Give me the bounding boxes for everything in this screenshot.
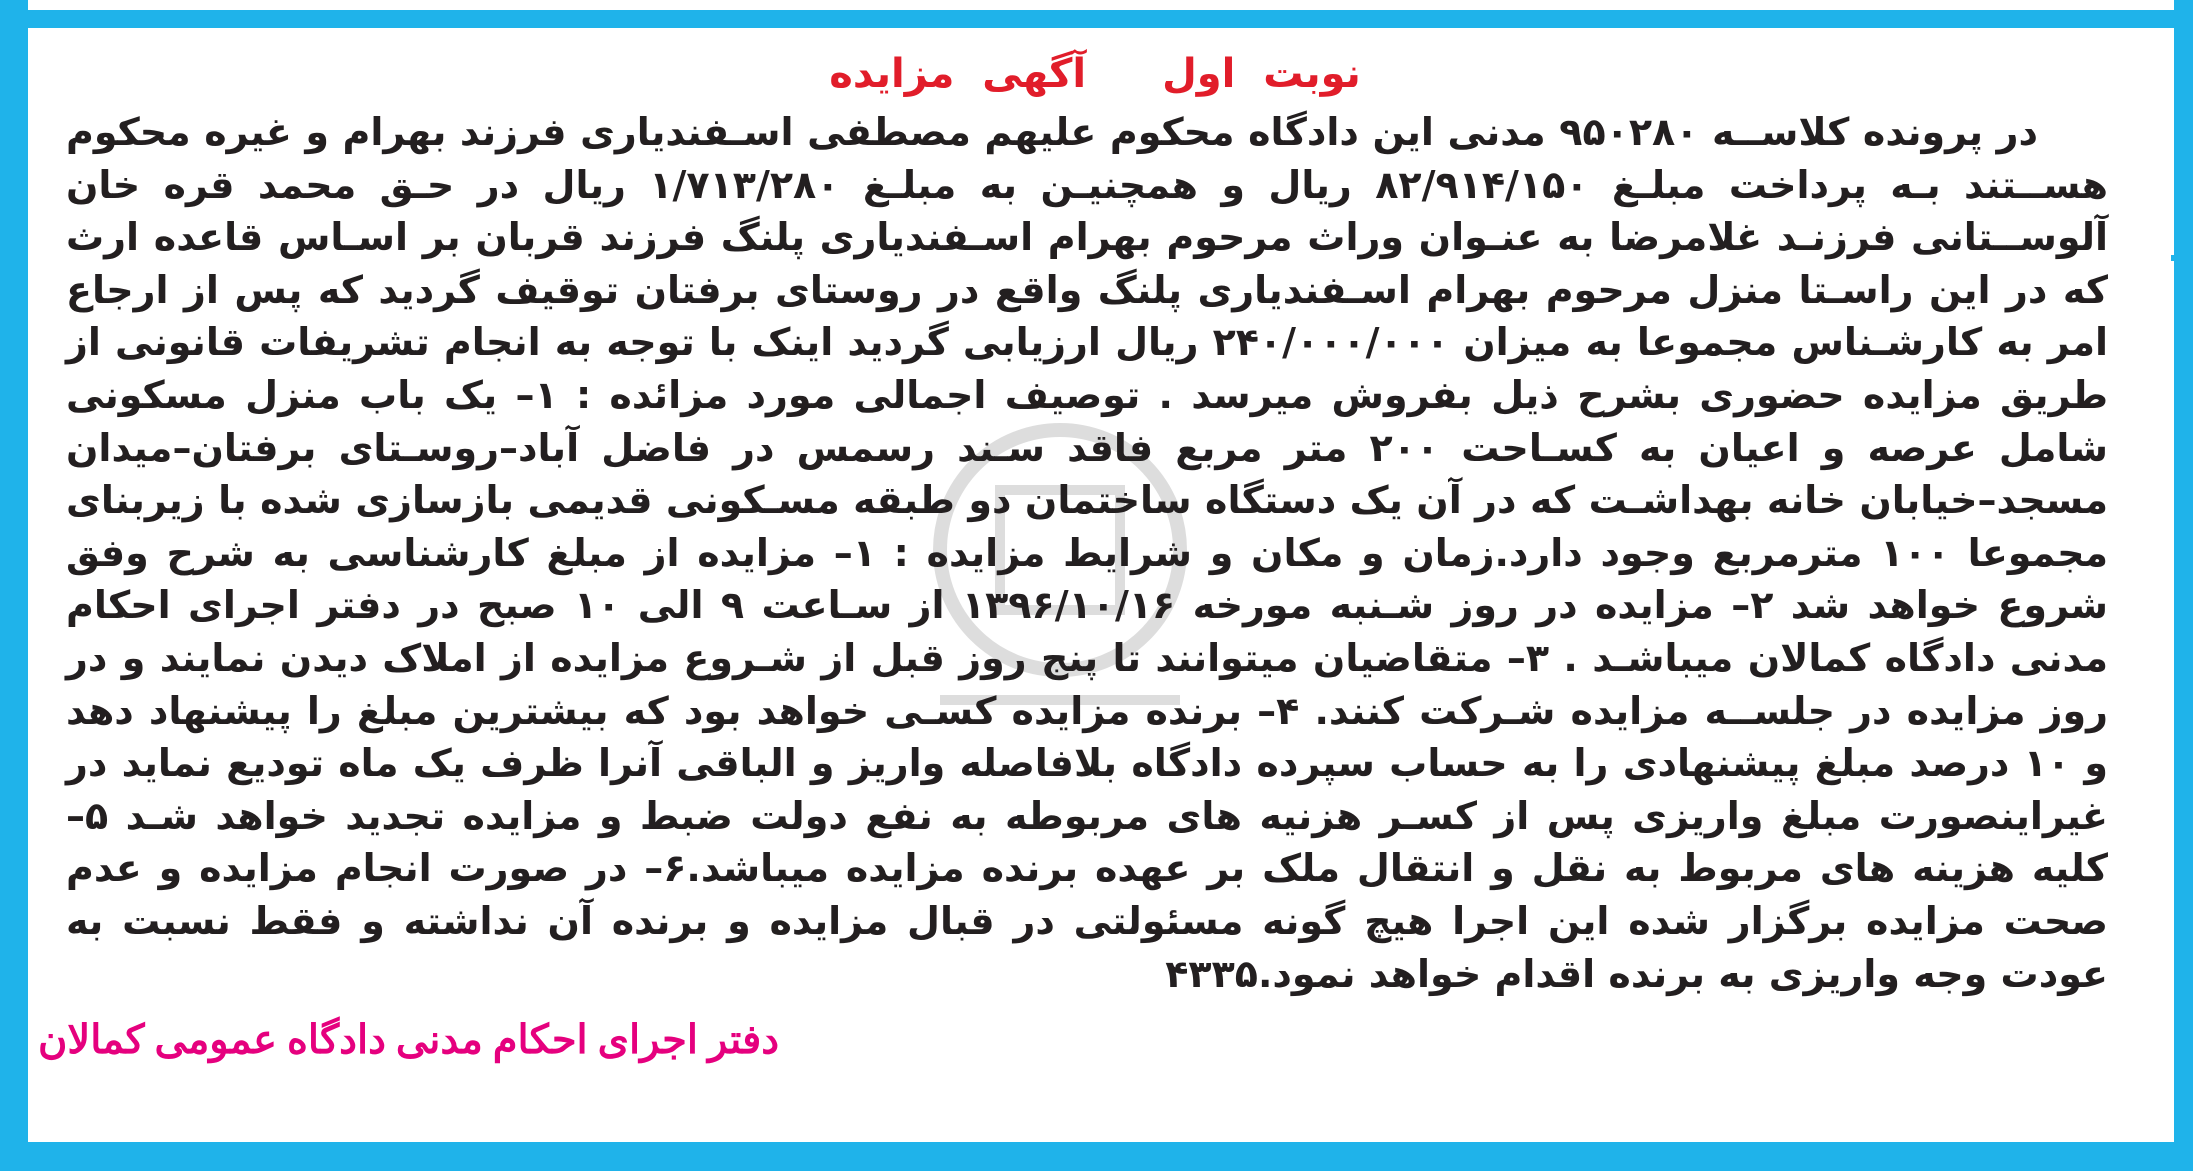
round-label: نوبت اول <box>1162 51 1361 97</box>
left-tick <box>0 578 22 584</box>
notice-title: آگهی مزایده <box>829 51 1087 97</box>
top-strip <box>28 0 2174 10</box>
frame-top-bar <box>28 10 2174 28</box>
issuing-office: دفتر اجرای احکام مدنی دادگاه عمومی کمالان <box>38 1017 780 1062</box>
right-tick <box>2171 255 2193 261</box>
notice-body: در پرونده کلاســه ۹۵۰۲۸۰ مدنی این دادگاه محکوم علیهم مصطفی اسـفندیاری فرزند بهرام و غیره محکوم هســتند بـه پرداخت مبلـغ ۸۲/۹۱۴/۱۵۰ ریال و همچنیـن به مبلـغ ۱/۷۱۳/۲۸۰ ریال در حـق محمد قره خان آلوســتانی فرزنـد غلامرضا به عنـوان وراث مرحوم بهرام اسـفندیاری پلنگ فرزند قربان بر اسـاس قاعده ارث که در این راسـتا منزل مرحوم بهرام اسـفندیاری پلنگ واقع در روستای برفتان توقیف گردید که پس از ارجاع امر به کارشـناس مجموعا به میزان ۲۴۰/۰۰۰/۰۰۰ ریال ارزیابی گردید اینک با توجه به انجام تشریفات قانونی از طریق مزایده حضوری بشرح ذیل بفروش میرسد . توصیف اجمالی مورد مزائده : ۱– یک باب منزل مسکونی شامل عرصه و اعیان به کسـاحت ۲۰۰ متر مربع فاقد سـند رسمس در فاضل آباد–روسـتای برفتان–میدان مسجد–خیابان خانه بهداشـت که در آن یک دستگاه ساختمان دو طبقه مسـکونی قدیمی بازسازی شده با زیربنای مجموعا ۱۰۰ مترمربع وجود دارد.زمان و مکان و شرایط مزایده : ۱– مزایده از مبلغ کارشناسی به شرح وفق شروع خواهد شد ۲– مزایده در روز شـنبه مورخه ۱۳۹۶/۱۰/۱۶ از سـاعت ۹ الی ۱۰ صبح در دفتر اجرای احکام مدنی دادگاه کمالان میباشـد . ۳– متقاضیان میتوانند تا پنج روز قبل از شـروع مزایده از املاک دیدن نمایند و در روز مزایده در جلســه مزایده شـرکت کنند. ۴– برنده مزایده کسـی خواهد بود که بیشترین مبلغ را پیشنهاد دهد و ۱۰ درصد مبلغ پیشنهادی را به حساب سپرده دادگاه بلافاصله واریز و الباقی آنرا ظرف یک ماه تودیع نماید در غیراینصورت مبلغ واریزی پس از کسـر هزنیه های مربوطه به نفع دولت ضبط و مزایده تجدید خواهد شـد ۵– کلیه هزینه های مربوط به نقل و انتقال ملک بر عهده برنده مزایده میباشد.۶– در صورت انجام مزایده و عدم صحت مزایده برگزار شده این اجرا هیچ گونه مسئولتی در قبال مزایده و برنده آن نداشته و فقط نسبت به عودت وجه واریزی به برنده اقدام خواهد نمود.۴۳۳۵ <box>66 110 2109 996</box>
notice-content <box>60 42 2130 1132</box>
notice-heading <box>60 42 2130 106</box>
